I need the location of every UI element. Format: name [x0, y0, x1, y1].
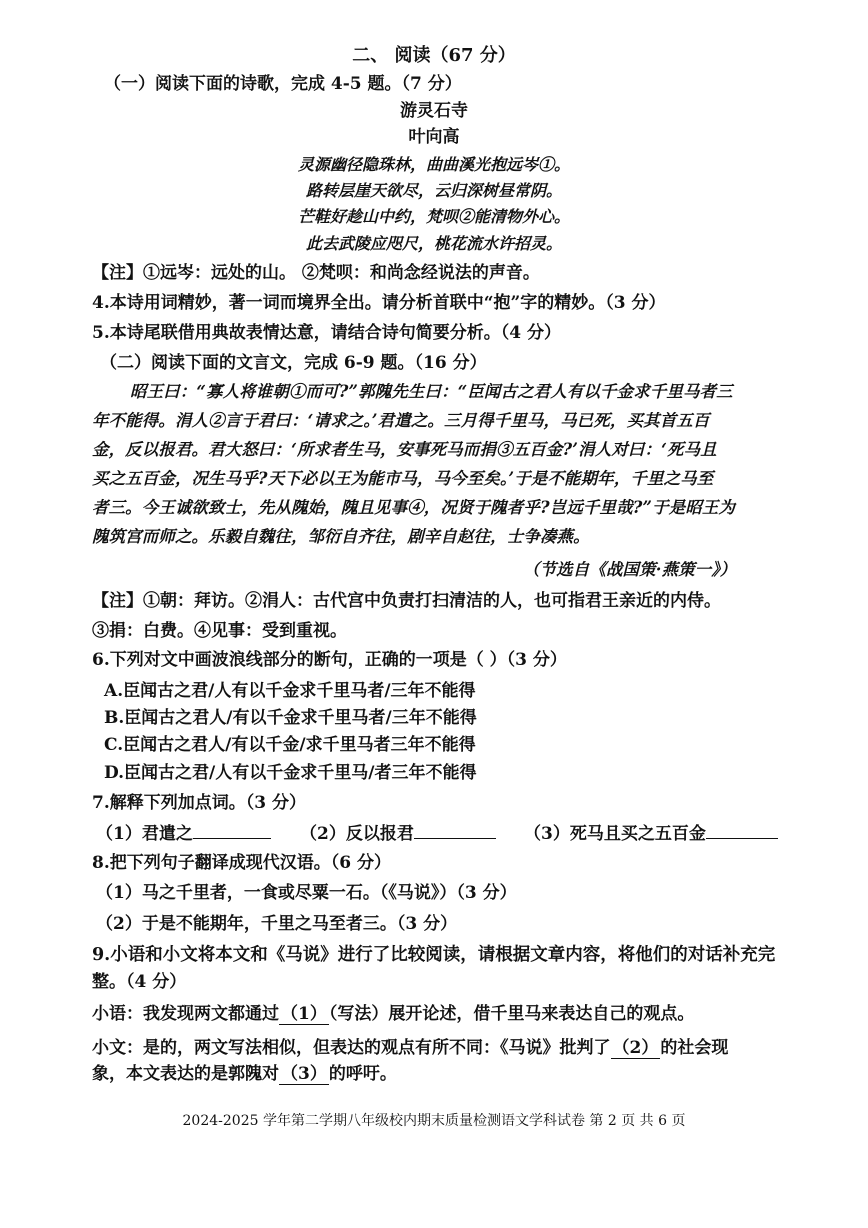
question-7: 7.解释下列加点词。（3 分） — [92, 793, 306, 813]
question-4: 4.本诗用词精妙，著一词而境界全出。请分析首联中“抱”字的精妙。（3 分） — [92, 293, 666, 313]
poem-line: 路转层崖天欲尽，云归深树昼常阴。 — [305, 181, 562, 200]
passage-note-1: 【注】①朝：拜访。②涓人：古代宫中负责打扫清洁的人，也可指君王亲近的内侍。 — [92, 591, 721, 611]
dialog-xiaowen-cont — [92, 1062, 397, 1086]
poem-line: 芒鞋好趁山中约，梵呗②能清物外心。 — [297, 207, 570, 226]
option-b: B.臣闻古之君人/有以千金求千里马者/三年不能得 — [104, 708, 477, 728]
answer-blank-2[interactable]: （2） — [612, 1038, 659, 1058]
poem-line: 此去武陵应咫尺，桃花流水许招灵。 — [305, 234, 562, 253]
option-a: A.臣闻古之君/人有以千金求千里马者/三年不能得 — [104, 681, 476, 701]
passage-note-2: ③捐：白费。④见事：受到重视。 — [92, 621, 347, 641]
part2-heading: （二）阅读下面的文言文，完成 6-9 题。（16 分） — [100, 353, 487, 373]
answer-blank[interactable] — [414, 820, 496, 839]
passage-line: 昭王曰：“寡人将谁朝①而可?”郭隗先生曰：“臣闻古之君人有以千金求千里马者三 — [130, 382, 733, 401]
poem-note: 【注】①远岑：远处的山。 ②梵呗：和尚念经说法的声音。 — [92, 263, 540, 283]
poem-title: 游灵石寺 — [400, 101, 468, 121]
poem-line: 灵源幽径隐珠林，曲曲溪光抱远岑①。 — [297, 155, 570, 174]
section-title: 二、 阅读（67 分） — [352, 45, 516, 66]
q7-item-2-label: （2）反以报君 — [300, 824, 414, 844]
passage-line: 年不能得。涓人②言于君曰：‘请求之。’君遣之。三月得千里马，马已死，买其首五百 — [92, 411, 710, 430]
dialog-text: （写法）展开论述，借千里马来表达自己的观点。 — [328, 1004, 695, 1024]
passage-line: 隗筑宫而师之。乐毅自魏往，邹衍自齐往，剧辛自赵往，士争凑燕。 — [92, 527, 590, 546]
q7-item-3 — [524, 820, 778, 846]
dialog-text: 象，本文表达的是郭隗对 — [92, 1064, 279, 1084]
passage-line: 买之五百金，况生马乎?天下必以王为能市马，马今至矣。’于是不能期年，千里之马至 — [92, 469, 714, 488]
question-9-line2: 整。（4 分） — [92, 972, 187, 992]
passage-source: （节选自《战国策·燕策一》） — [523, 560, 737, 579]
question-8: 8.把下列句子翻译成现代汉语。（6 分） — [92, 853, 391, 873]
q7-item-1-label: （1）君遣之 — [96, 824, 193, 844]
dialog-xiaowen — [92, 1036, 728, 1060]
q7-item-2 — [300, 820, 496, 846]
q8-item-2: （2）于是不能期年，千里之马至者三。（3 分） — [96, 914, 458, 934]
dialog-text: 小文：是的，两文写法相似，但表达的观点有所不同：《马说》批判了 — [92, 1038, 611, 1058]
question-5: 5.本诗尾联借用典故表情达意，请结合诗句简要分析。（4 分） — [92, 323, 561, 343]
part1-heading: （一）阅读下面的诗歌，完成 4-5 题。（7 分） — [104, 74, 462, 94]
q7-item-3-label: （3）死马且买之五百金 — [524, 824, 706, 844]
answer-blank-3[interactable]: （3） — [281, 1064, 327, 1084]
dialog-text: 的社会现 — [660, 1038, 729, 1058]
answer-blank-1[interactable]: （1） — [281, 1004, 327, 1024]
passage-line: 金，反以报君。君大怒曰：‘所求者生马，安事死马而捐③五百金?’涓人对曰：‘死马且 — [92, 440, 717, 459]
page-footer: 2024-2025 学年第二学期八年级校内期末质量检测语文学科试卷 第 2 页 共 6 页 — [182, 1113, 686, 1129]
question-6: 6.下列对文中画波浪线部分的断句，正确的一项是（ ）（3 分） — [92, 650, 567, 670]
passage-line: 者三。今王诚欲致士，先从隗始，隗且见事④，况贤于隗者乎?岂远千里哉?”于是昭王为 — [92, 498, 736, 517]
option-d: D.臣闻古之君/人有以千金求千里马/者三年不能得 — [104, 763, 477, 783]
q8-item-1: （1）马之千里者，一食或尽粟一石。（《马说》）（3 分） — [96, 883, 517, 903]
answer-blank[interactable] — [706, 820, 778, 839]
poem-author: 叶向高 — [408, 127, 460, 147]
q7-item-1 — [96, 820, 271, 846]
dialog-xiaoyu — [92, 1002, 694, 1026]
dialog-text: 的呼吁。 — [328, 1064, 397, 1084]
question-9-line1: 9.小语和小文将本文和《马说》进行了比较阅读，请根据文章内容，将他们的对话补充完 — [92, 945, 776, 965]
option-c: C.臣闻古之君人/有以千金/求千里马者三年不能得 — [104, 735, 476, 755]
answer-blank[interactable] — [193, 820, 271, 839]
dialog-text: 小语：我发现两文都通过 — [92, 1004, 279, 1024]
